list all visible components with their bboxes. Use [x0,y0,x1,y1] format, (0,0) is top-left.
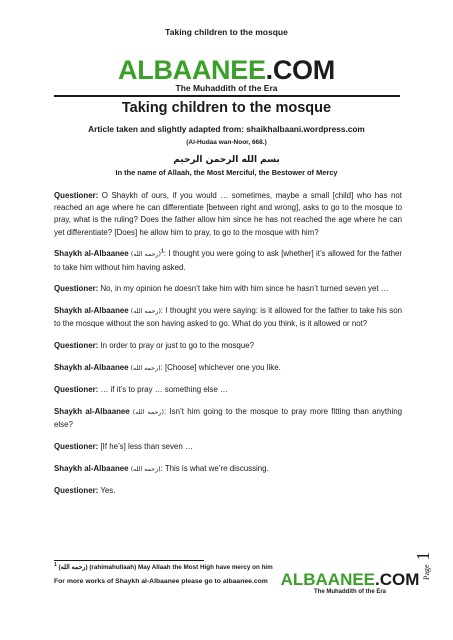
speaker-name: Shaykh al-Albaanee [54,463,129,473]
speaker-label [54,249,164,258]
honorific-arabic: (رحمه الله) [128,465,161,473]
dialogue-paragraph [54,248,402,273]
speaker-label [54,306,161,315]
logo-domain: .COM [265,55,335,85]
paragraph-text: Yes. [98,486,116,496]
logo-tagline: The Muhaddith of the Era [175,83,278,93]
speaker-label: Questioner: [54,340,99,350]
dialogue-paragraph [54,305,402,330]
running-header: Taking children to the mosque [165,27,288,37]
dialogue-paragraph [54,283,402,295]
page-value: 1 [413,551,433,561]
footer-logo[interactable] [280,571,420,589]
article-source: Article taken and slightly adapted from: shaikhalbaani.wordpress.com [88,124,365,134]
footer-text: For more works of Shaykh al-Albaanee please go to albaanee.com [54,578,268,585]
speaker-name: Shaykh al-Albaanee [54,406,130,416]
dialogue [54,190,402,507]
speaker-label: Questioner: [54,284,99,294]
dialogue-paragraph [54,190,402,239]
article-reference: (Al-Hudaa wan-Noor, 668.) [186,139,267,146]
header-divider [54,95,400,97]
paragraph-text: : This is what we’re discussing. [160,463,269,473]
honorific-arabic: (رحمه الله) [128,364,161,372]
dialogue-paragraph [54,340,402,352]
speaker-label: Questioner: [54,441,99,451]
speaker-name: Shaykh al-Albaanee [54,249,129,259]
honorific-arabic: (رحمه الله) [129,408,164,416]
speaker-label [54,363,161,372]
footnote-ref[interactable]: 1 [161,248,164,255]
paragraph-text: : I thought you were saying: is it allowed for the father to take his son to the mosque without the son having asked to go. What do you think, is it allowed or not? [54,305,402,329]
footnote-number: 1 [54,561,57,568]
footer-logo-main: ALBAANEE [280,570,376,589]
footer-logo-domain: .COM [375,570,420,589]
footnote-text: (رحمه الله) (rahimahullaah) May Allaah the Most High have mercy on him [56,564,273,571]
paragraph-text: : [Choose] whichever one you like. [160,362,281,372]
speaker-name: Shaykh al-Albaanee [54,362,129,372]
speaker-label: Questioner: [54,191,99,200]
paragraph-text: : I thought you were going to ask [whether] it’s allowed for the father to take him without him having asked. [54,249,402,272]
speaker-name: Shaykh al-Albaanee [54,305,129,315]
article-title: Taking children to the mosque [121,100,332,116]
paragraph-text: In order to pray or just to go to the mosque? [98,340,254,350]
dialogue-paragraph [54,362,402,375]
footer-tagline: The Muhaddith of the Era [314,589,386,595]
basmala-translation: In the name of Allaah, the Most Merciful, the Bestower of Mercy [115,168,338,177]
paragraph-text: No, in my opinion he doesn’t take him with him since he hasn’t turned seven yet … [98,284,389,294]
speaker-label: Questioner: [54,486,99,496]
dialogue-paragraph [54,441,402,453]
footnote-divider [54,560,204,561]
dialogue-paragraph [54,463,402,476]
dialogue-paragraph [54,485,402,497]
page-number [413,540,443,580]
speaker-label: Questioner: [54,385,99,395]
speaker-label [54,464,161,473]
basmala-arabic: بسم الله الرحمن الرحيم [173,155,280,165]
honorific-arabic: (رحمه الله) [128,307,161,315]
site-logo[interactable] [0,56,453,84]
paragraph-text: [If he’s] less than seven … [98,441,193,451]
paragraph-text: O Shaykh of ours, if you would … sometimes, maybe a small [child] who has not reached an age where he can differentiate [between right and wrong], asks to go to the mosque to pray, what is the ruling? Does the father allow him since he has not reached the age where he can yet differentiate? [Does] he allow him to pray, to go to the mosque with him? [54,191,402,237]
dialogue-paragraph [54,406,402,431]
paragraph-text: : Isn’t him going to the mosque to pray more fitting than anything else? [54,406,402,430]
speaker-label [54,407,164,416]
paragraph-text: … if it’s to pray … something else … [98,385,228,395]
page-label: Page [422,564,431,580]
logo-main: ALBAANEE [118,55,266,85]
dialogue-paragraph [54,384,402,396]
honorific-arabic: (رحمه الله) [128,251,162,259]
